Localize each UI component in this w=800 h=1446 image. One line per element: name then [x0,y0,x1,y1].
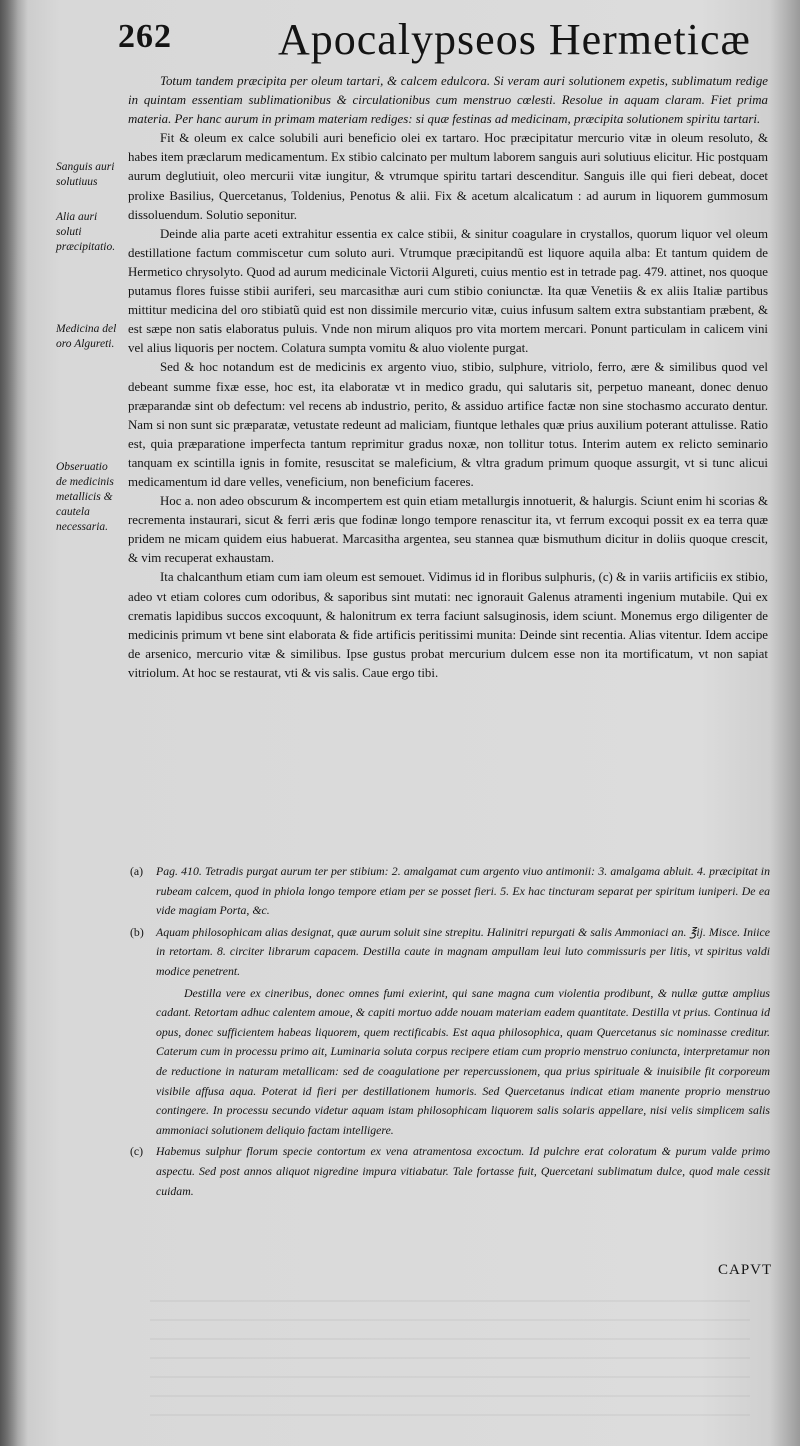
footnote-marker: (c) [130,1144,144,1159]
page-number: 262 [118,18,172,55]
footnote-text: Aquam philosophicam alias designat, quæ aurum soluit sine strepitu. Halinitri repurgati & salis Ammoniaci an. ℥ij. Misce. Iniice in retortam. 8. circiter librarum capacem. Destilla caute in magnam ampullam leui luto commissuris per litis, vt spiritus valdi modice penetrent. [156,924,770,978]
catchword: CAPVT [718,1262,773,1278]
page-header [118,14,798,64]
margin-note: Medicina del oro Algureti. [56,323,117,350]
running-title: Apocalypseos Hermeticæ [278,15,751,64]
footnote-continuation [130,984,770,1141]
main-text [128,72,768,683]
paragraph: Fit & oleum ex calce solubili auri beneficio olei ex tartaro. Hoc præcipitatur mercurio vitæ in oleum resoluto, & habes item præclarum medicamentum. Ex stibio calcinato per multum laborem sanguis auri solutiuus elicitur. Hic postquam aurum deglutiuit, oleo mercurii vitæ iungitur, & vtrumque spiritu tartari descenditur. Sanguis ille qui fieri debeat, docet prolixe Basilius, Quercetanus, Toldenius, Penotus & alii. Fix & acetum alcalicatum : ad aurum in liquorem gummosum dissoluendum. Solutio seponitur. [128,131,768,222]
footnote-marker: (a) [130,864,144,878]
paragraph: Sed & hoc notandum est de medicinis ex argento viuo, stibio, sulphure, vitriolo, ferro, ære & similibus quod vel debeant summe fixæ esse, hoc est, ita elaboratæ vt in medico gradu, qui salutaris sit, perpetuo maneant, donec denuo præparandæ sint ob defectum: vel recens ab industrio, perito, & assiduo artifice factæ non sine stochasmo accurato dentur. Nam si non sunt sic præparatæ, vetustate redeunt ad maliciam, fiuntque lethales quæ prius auxilium poterant attulisse. Ratio est, quia præparatione imperfecta tantum reprimitur gradus noxæ, non tollitur totus. Interim autem ex relicto seminario tanquam ex scintilla ignis in fomite, resuscitat se maleficium, & vltra gradum primum quoque assurgit, vt si tunc alicui medicamentum id dare velles, veneficium, non beneficium faceres. [128,360,768,489]
margin-note: Alia auri soluti præcipitatio. [56,211,116,253]
margin-note: Obseruatio de medicinis metallicis & cautela necessaria. [56,461,114,533]
footnotes [130,862,770,1203]
footnote-marker: (b) [130,924,144,939]
paragraph: Ita chalcanthum etiam cum iam oleum est semouet. Vidimus id in floribus sulphuris, (c) & in variis artificiis ex stibio, adeo vt etiam colores cum odoribus, & saporibus sint mutati: nec ignorauit Galenus atramenti ingenium mutabile. Qui ex crematis lapidibus succos excoquunt, & halonitrum ex terra faciunt salsuginosis, idem sciunt. Monemus ergo diligenter de medicinis primum vt bene sint elaborata & fide artificis peritissimi munita: Deinde sint recentia. Alias vitentur. Idem accipe de arsenico, mercurio vitæ & similibus. Ipse gustus probat mercurium dulcem esse non ita mortificatum, vt non sapiat vitriolum. At hoc se restaurat, vti & vis salis. Caue ergo tibi. [128,570,768,680]
footnote-text: Habemus sulphur florum specie contortum ex vena atramentosa excoctum. Id pulchre erat coloratum & purum valde primo aspectu. Sed post annos aliquot nigredine impura vitiabatur. Tale fortasse fuit, Quercetani sublimatum dulce, quod male cessit cuidam. [156,1144,770,1198]
footnote [130,1142,770,1201]
margin-note: Sanguis auri solutiuus [56,161,115,188]
footnote-text: Destilla vere ex cineribus, donec omnes fumi exierint, qui sane magna cum violentia prodibunt, & nullæ guttæ amplius cadant. Retortam adhuc calentem amoue, & capiti mortuo adde nouam materiam eadem quantitate. Destilla vt prius. Continua id opus, donec sufficientem habeas liquorem, quem rectificabis. Est aqua philosophica, quam Quercetanus sic nominasse creditur. Caterum cum in processu primo ait, Luminaria soluta corpus recipere etiam cum proprio menstruo coniuncta, interpretamur non de reductione in naturam metallicam: sed de coagulatione per repercussionem, qua prius spirituale & inuisibile fit corporeum visibile affusa aqua. Poterat id fieri per destillationem humoris. Sed Quercetanus indicat etiam manente proprio menstruo contingere. In processu secundo videtur aquam istam philosophicam liquorem salis solaris appellare, nisi velis simplicem salis ammoniaci solutionem deliquio factam intelligere. [156,985,770,1137]
footnote-text: Pag. 410. Tetradis purgat aurum ter per stibium: 2. amalgamat cum argento viuo antimonii: 3. amalgama abluit. 4. præcipitat in rubeam calcem, quod in phiola longo tempore etiam per se posset fieri. 5. Ex hac tincturam separat per spiritum iuniperi. De ea vide magiam Porta, &c. [156,864,770,918]
show-through [150,1300,750,1420]
footnote [130,862,770,921]
paragraph: Deinde alia parte aceti extrahitur essentia ex calce stibii, & sinitur coagulare in crystallos, quorum liquor vel oleum destillatione factum commiscetur cum soluto auri. Vtrumque præcipitandũ est liquore aquila alba: Et tantum quidem de Hermetico chrysolyto. Quod ad aurum medicinale Victorii Algureti, cuius mentio est in tetrade pag. 479. attinet, nos quoque putamus flores fuisse stibii auriferi, seu marcasithæ auri cum stibio coniunctæ. Ita quæ Venetiis & ex aliis Italiæ partibus mittitur medicina del oro stibiatũ quid est non dissimile mercurio vitæ, cuius infusum saltem extra substantiam præbent, & est sæpe non satis elaboratus puluis. Vnde non mirum aliquos pro vita mortem mercari. Ponunt particulam in calicem vini vel alius liquoris per noctem. Colatura sumpta vomitu & aluo violente purgat. [128,226,768,356]
paragraph: Totum tandem præcipita per oleum tartari, & calcem edulcora. Si veram auri solutionem expetis, sublimatum redige in quintam essentiam sublimationibus & circulationibus cum menstruo cœlesti. Resolue in aquam claram. Fiet prima materia. Per hanc aurum in primam materiam rediges: si quæ festinas ad medicinam, præcipita solutionem spiritu tartari. [128,74,768,127]
footnote [130,923,770,982]
binding-shadow [0,0,28,1446]
paragraph: Hoc a. non adeo obscurum & incompertem est quin etiam metallurgis innotuerit, & halurgis. Sciunt enim hi scorias & recrementa instaurari, sicut & ferri æris que fodinæ longo tempore renascitur ita, vt ferrum excoqui possit ex ea terra quæ pridem ne micam quidem eius habuerat. Marcasitha argentea, seu stannea quæ bismuthum dicitur in doliis quoque crescit, & vim recuperat exhaustam. [128,494,768,566]
